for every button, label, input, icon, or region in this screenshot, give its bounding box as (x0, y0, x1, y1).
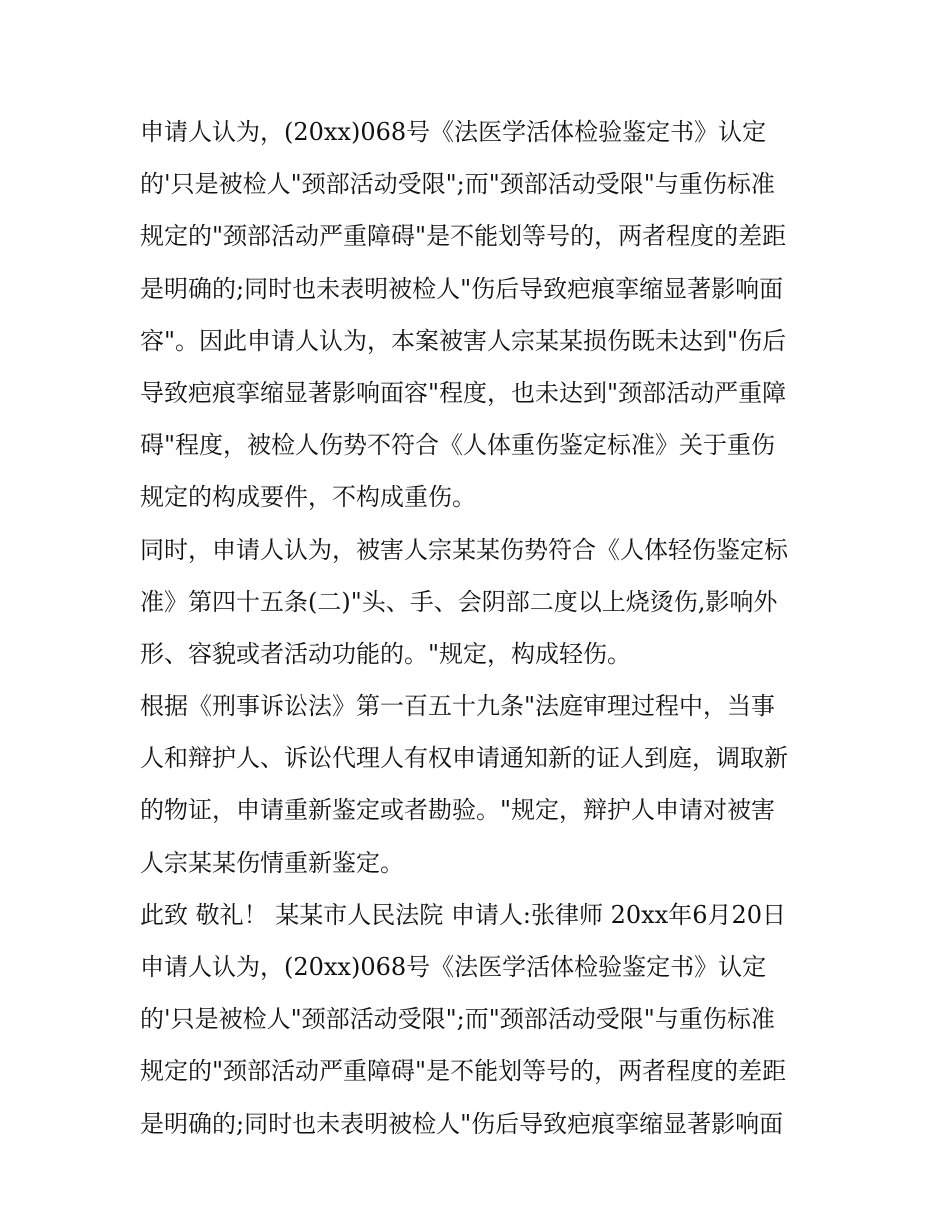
text-line: 申请人认为，(20xx)068号《法医学活体检验鉴定书》认定 (140, 953, 767, 981)
text-line: 规定的"颈部活动严重障碍"是不能划等号的，两者程度的差距 (140, 222, 787, 251)
text-line: 的'只是被检人"颈部活动受限";而"颈部活动受限"与重伤标准 (140, 170, 775, 199)
text-line: 形、容貌或者活动功能的。"规定，构成轻伤。 (140, 639, 632, 668)
text-line: 同时，申请人认为，被害人宗某某伤势符合《人体轻伤鉴定标 (140, 535, 788, 564)
text-line: 的'只是被检人"颈部活动受限";而"颈部活动受限"与重伤标准 (140, 1005, 775, 1034)
text-line: 规定的构成要件，不构成重伤。 (140, 483, 476, 512)
text-line: 容"。因此申请人认为，本案被害人宗某某损伤既未达到"伤后 (140, 326, 787, 355)
text-line: 准》第四十五条(二)"头、手、会阴部二度以上烧烫伤,影响外 (140, 587, 778, 616)
text-line: 是明确的;同时也未表明被检人"伤后导致疤痕挛缩显著影响面 (140, 274, 784, 303)
signature-line: 此致 敬礼！ 某某市人民法院 申请人:张律师 20xx年6月20日 (140, 900, 787, 929)
text-line: 导致疤痕挛缩显著影响面容"程度，也未达到"颈部活动严重障 (140, 378, 787, 407)
text-line: 人和辩护人、诉讼代理人有权申请通知新的证人到庭，调取新 (140, 744, 788, 773)
text-line: 碍"程度，被检人伤势不符合《人体重伤鉴定标准》关于重伤 (140, 431, 776, 460)
text-line: 的物证，申请重新鉴定或者勘验。"规定，辩护人申请对被害 (140, 796, 776, 825)
text-line: 规定的"颈部活动严重障碍"是不能划等号的，两者程度的差距 (140, 1057, 787, 1086)
text-line: 根据《刑事诉讼法》第一百五十九条"法庭审理过程中，当事 (140, 692, 776, 721)
text-line: 人宗某某伤情重新鉴定。 (140, 848, 404, 877)
text-line: 申请人认为，(20xx)068号《法医学活体检验鉴定书》认定 (140, 118, 767, 146)
text-line: 是明确的;同时也未表明被检人"伤后导致疤痕挛缩显著影响面 (140, 1109, 784, 1138)
document-body (140, 106, 820, 1150)
